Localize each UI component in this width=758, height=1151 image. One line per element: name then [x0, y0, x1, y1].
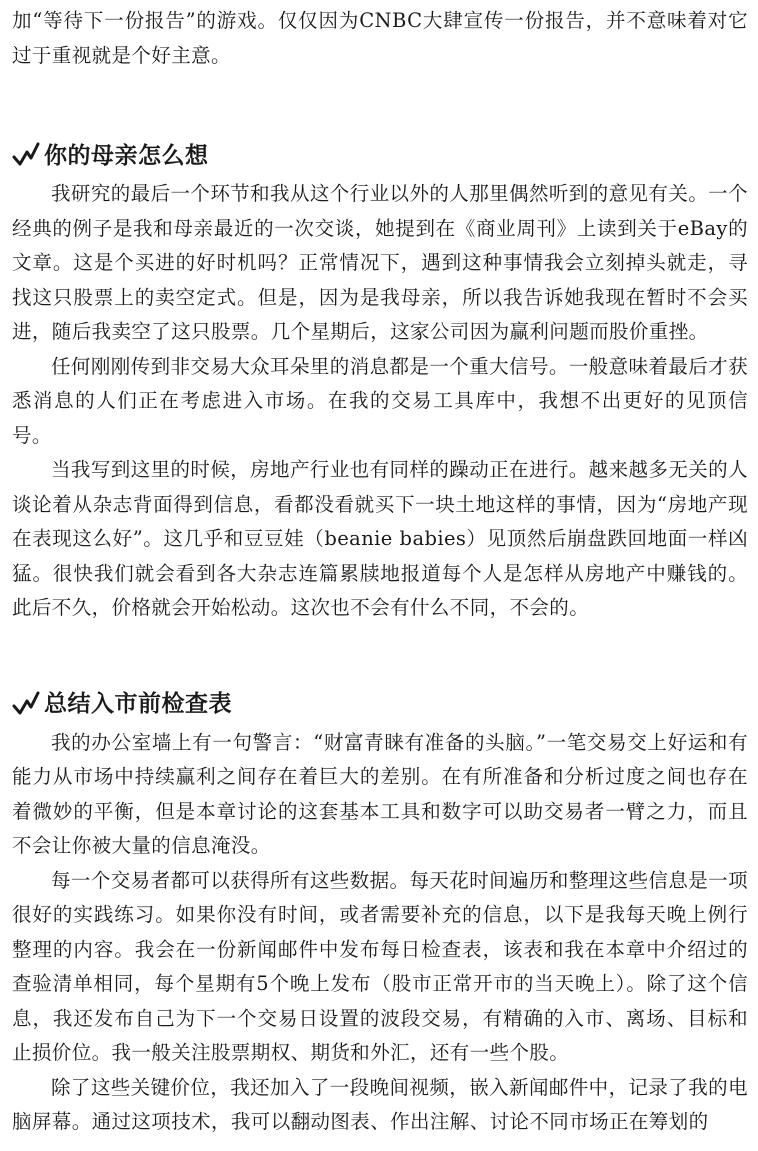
body-paragraph: 当我写到这里的时候，房地产行业也有同样的躁动正在进行。越来越多无关的人谈论着从杂志背面得到信息，看都没看就买下一块土地这样的事情，因为“房地产现在表现这么好”。这几乎和豆豆娃（beanie babies）见顶然后崩盘跌回地面一样凶猛。很快我们就会看到各大杂志连篇累牍地报道每个人是怎样从房地产中赚钱的。此后不久，价格就会开始松动。这次也不会有什么不同，不会的。 [12, 458, 748, 619]
body-paragraph: 我的办公室墙上有一句警言：“财富青睐有准备的头脑。”一笔交易交上好运和有能力从市场中持续赢利之间存在着巨大的差别。在有所准备和分析过度之间也存在着微妙的平衡，但是本章讨论的这套基本工具和数字可以助交易者一臂之力，而且不会让你被大量的信息淹没。 [12, 730, 748, 857]
section-title: 你的母亲怎么想 [44, 142, 209, 169]
body-paragraph: 每一个交易者都可以获得所有这些数据。每天花时间遍历和整理这些信息是一项很好的实践练习。如果你没有时间，或者需要补充的信息，以下是我每天晚上例行整理的内容。我会在一份新闻邮件中发布每日检查表，该表和我在本章中介绍过的查验清单相同，每个星期有5个晚上发布（股市正常开市的当天晚上）。除了这个信息，我还发布自己为下一个交易日设置的波段交易，有精确的入市、离场、目标和止损价位。我一般关注股票期权、期货和外汇，还有一些个股。 [12, 868, 748, 1064]
body-paragraph: 我研究的最后一个环节和我从这个行业以外的人那里偶然听到的意见有关。一个经典的例子是我和母亲最近的一次交谈，她提到在《商业周刊》上读到关于eBay的文章。这是个买进的好时机吗？正常情况下，遇到这种事情我会立刻掉头就走，寻找这只股票上的卖空定式。但是，因为是我母亲，所以我告诉她我现在暂时不会买进，随后我卖空了这只股票。几个星期后，这家公司因为赢利问题而股价重挫。 [12, 182, 748, 343]
section-title: 总结入市前检查表 [44, 691, 232, 717]
body-paragraph: 任何刚刚传到非交易大众耳朵里的消息都是一个重大信号。一般意味着最后才获悉消息的人们正在考虑进入市场。在我的交易工具库中，我想不出更好的见顶信号。 [12, 354, 748, 447]
section-heading-mother [12, 133, 748, 173]
trend-check-icon [12, 140, 40, 166]
section-heading-checklist [12, 682, 748, 722]
trend-check-icon [12, 689, 40, 715]
intro-paragraph: 加“等待下一份报告”的游戏。仅仅因为CNBC大肆宣传一份报告，并不意味着对它过于重视就是个好主意。 [12, 9, 748, 67]
body-paragraph: 除了这些关键价位，我还加入了一段晚间视频，嵌入新闻邮件中，记录了我的电脑屏幕。通过这项技术，我可以翻动图表、作出注解、讨论不同市场正在筹划的 [12, 1075, 748, 1133]
